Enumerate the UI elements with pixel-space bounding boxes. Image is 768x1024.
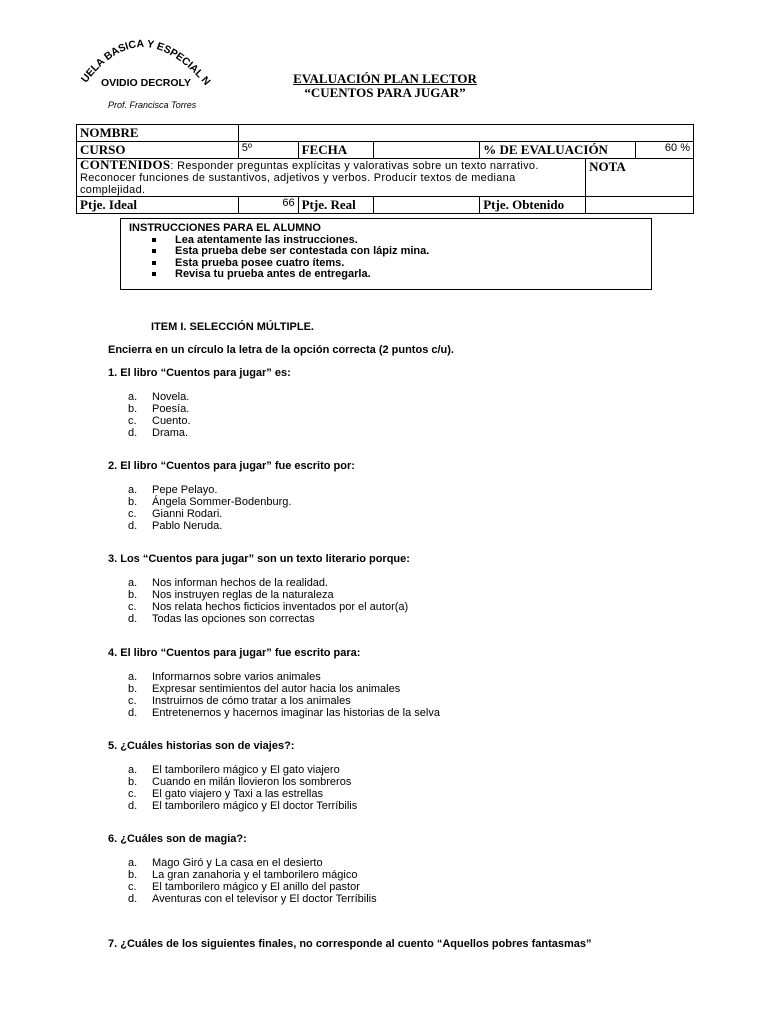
ptje-ideal-value: 66 [238,197,298,214]
question-3: 3. Los “Cuentos para jugar” son un texto literario porque: [108,553,410,565]
option-d[interactable]: d. Drama. [128,427,189,439]
logo-arc-text: UELA BASICA Y ESPECIAL N [78,37,213,88]
option-d[interactable]: d. Aventuras con el televisor y El doctor Terríbilis [128,893,377,905]
title-line-1: EVALUACIÓN PLAN LECTOR [293,71,477,86]
nombre-field[interactable] [238,125,693,142]
ptje-obtenido-field[interactable] [586,197,694,214]
question-4-options [128,671,440,719]
school-logo [70,28,220,100]
question-2-options [128,484,291,532]
option-b[interactable]: b. Nos instruyen reglas de la naturaleza [128,589,334,601]
logo-name: OVIDIO DECROLY [100,77,192,89]
curso-value: 5º [238,142,298,159]
curso-label: CURSO [77,142,239,159]
instruction-item: Lea atentamente las instrucciones. [152,235,651,247]
question-3-options [128,577,408,625]
option-c[interactable]: c. El gato viajero y Taxi a las estrellas [128,788,323,800]
option-a[interactable]: a. Novela. [128,391,190,403]
question-5: 5. ¿Cuáles historias son de viajes?: [108,740,295,752]
question-7: 7. ¿Cuáles de los siguientes finales, no corresponde al cuento “Aquellos pobres fantasmas” [108,938,592,950]
option-b[interactable]: b. La gran zanahoria y el tamborilero mágico [128,869,358,881]
nombre-label: NOMBRE [77,125,239,142]
title-line-2: “CUENTOS PARA JUGAR” [304,85,466,100]
ptje-ideal-label: Ptje. Ideal [77,197,239,214]
option-d[interactable]: d. El tamborilero mágico y El doctor Terríbilis [128,800,358,812]
option-b[interactable]: b. Poesía. [128,403,190,415]
option-c[interactable]: c. Instruirnos de cómo tratar a los animales [128,695,351,707]
ptje-obtenido-label: Ptje. Obtenido [480,197,586,214]
option-b[interactable]: b. Ángela Sommer-Bodenburg. [128,496,292,508]
option-d[interactable]: d. Entretenernos y hacernos imaginar las historias de la selva [128,707,440,719]
option-c[interactable]: c. Gianni Rodari. [128,508,223,520]
instruction-item: Esta prueba debe ser contestada con lápiz mina. [152,246,651,258]
item-title: ITEM I. SELECCIÓN MÚLTIPLE. [151,321,314,333]
instructions-heading: INSTRUCCIONES PARA EL ALUMNO [129,222,321,234]
option-d[interactable]: d. Pablo Neruda. [128,520,223,532]
page-title [230,72,540,100]
option-c[interactable]: c. El tamborilero mágico y El anillo del pastor [128,881,360,893]
option-a[interactable]: a. Pepe Pelayo. [128,484,218,496]
option-c[interactable]: c. Nos relata hechos ficticios inventados por el autor(a) [128,601,409,613]
fecha-label: FECHA [298,142,373,159]
question-6: 6. ¿Cuáles son de magia?: [108,833,247,845]
evaluacion-value: 60 % [636,142,694,159]
question-1: 1. El libro “Cuentos para jugar” es: [108,367,291,379]
option-b[interactable]: b. Expresar sentimientos del autor hacia los animales [128,683,401,695]
question-2: 2. El libro “Cuentos para jugar” fue escrito por: [108,460,355,472]
question-6-options [128,857,377,905]
option-b[interactable]: b. Cuando en milán llovieron los sombreros [128,776,352,788]
option-a[interactable]: a. Nos informan hechos de la realidad. [128,577,329,589]
instructions-list [121,235,651,281]
option-c[interactable]: c. Cuento. [128,415,191,427]
nota-label: NOTA [586,159,694,197]
student-info-table [76,124,694,214]
option-d[interactable]: d. Todas las opciones son correctas [128,613,315,625]
option-a[interactable]: a. El tamborilero mágico y El gato viajero [128,764,340,776]
evaluacion-label: % DE EVALUACIÓN [480,142,636,159]
instruction-item: Revisa tu prueba antes de entregarla. [152,269,651,281]
question-1-options [128,391,191,439]
contenidos-text: : Responder preguntas explícitas y valorativas sobre un texto narrativo. Reconocer funciones de sustantivos, adjetivos y verbos. Producir textos de mediana complejidad. [80,160,539,196]
item-instruction: Encierra en un círculo la letra de la opción correcta (2 puntos c/u). [108,344,454,356]
ptje-real-label: Ptje. Real [298,197,373,214]
question-5-options [128,764,357,812]
contenidos-cell [77,159,586,197]
question-4: 4. El libro “Cuentos para jugar” fue escrito para: [108,647,361,659]
contenidos-label: CONTENIDOS [80,157,171,172]
option-a[interactable]: a. Mago Giró y La casa en el desierto [128,857,323,869]
instruction-item: Esta prueba posee cuatro ítems. [152,258,651,270]
option-a[interactable]: a. Informarnos sobre varios animales [128,671,321,683]
instructions-box [120,218,652,290]
teacher-name: Prof. Francisca Torres [108,100,197,110]
ptje-real-field[interactable] [373,197,480,214]
fecha-field[interactable] [373,142,480,159]
